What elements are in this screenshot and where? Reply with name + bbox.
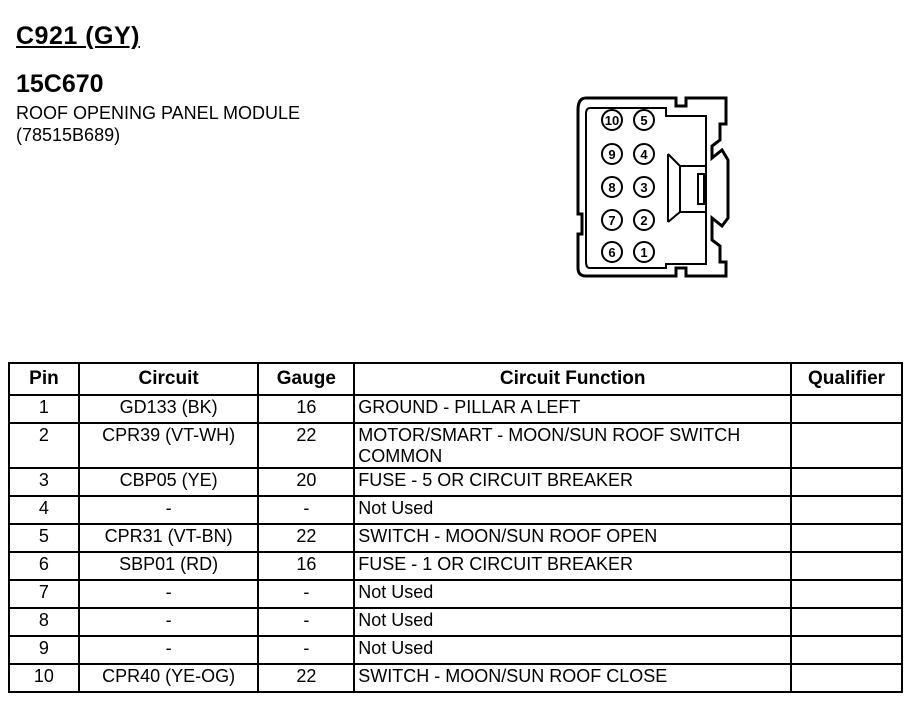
- connector-pin: [602, 210, 622, 230]
- table-row: [9, 664, 902, 692]
- circuit-cell: GD133 (BK): [79, 395, 259, 423]
- gauge-cell: -: [258, 496, 354, 524]
- gauge-cell: 16: [258, 552, 354, 580]
- connector-pin: [634, 242, 654, 262]
- pin-number-label: 10: [604, 113, 620, 128]
- part-number-title: 15C670: [16, 70, 104, 98]
- circuit-function-cell: FUSE - 5 OR CIRCUIT BREAKER: [354, 468, 791, 496]
- circuit-cell: CPR39 (VT-WH): [79, 423, 259, 468]
- qualifier-cell: [791, 664, 902, 692]
- connector-face-diagram: [574, 94, 730, 279]
- connector-pin: [602, 177, 622, 197]
- gauge-cell: 22: [258, 664, 354, 692]
- circuit-cell: -: [79, 580, 259, 608]
- pin-cell: 7: [9, 580, 79, 608]
- column-header-gauge: Gauge: [258, 363, 354, 395]
- circuit-function-cell: Not Used: [354, 580, 791, 608]
- connector-pin: [634, 210, 654, 230]
- table-row: [9, 552, 902, 580]
- gauge-cell: 16: [258, 395, 354, 423]
- column-header-circuit-function: Circuit Function: [354, 363, 791, 395]
- circuit-function-cell: SWITCH - MOON/SUN ROOF OPEN: [354, 524, 791, 552]
- qualifier-cell: [791, 636, 902, 664]
- pin-cell: 10: [9, 664, 79, 692]
- circuit-cell: SBP01 (RD): [79, 552, 259, 580]
- qualifier-cell: [791, 524, 902, 552]
- pin-cell: 6: [9, 552, 79, 580]
- table-row: [9, 496, 902, 524]
- circuit-function-cell: Not Used: [354, 496, 791, 524]
- qualifier-cell: [791, 468, 902, 496]
- connector-pin: [634, 110, 654, 130]
- pin-number-label: 9: [608, 147, 616, 162]
- gauge-cell: 22: [258, 423, 354, 468]
- pin-number-label: 4: [640, 147, 648, 162]
- gauge-cell: 22: [258, 524, 354, 552]
- pin-number-label: 6: [608, 245, 616, 260]
- table-row: [9, 423, 902, 468]
- circuit-cell: -: [79, 636, 259, 664]
- module-code: (78515B689): [16, 125, 121, 145]
- circuit-function-cell: Not Used: [354, 636, 791, 664]
- table-row: [9, 395, 902, 423]
- pin-number-label: 2: [640, 213, 648, 228]
- qualifier-cell: [791, 580, 902, 608]
- pin-cell: 8: [9, 608, 79, 636]
- circuit-cell: CBP05 (YE): [79, 468, 259, 496]
- connector-id-title: C921 (GY): [16, 22, 140, 50]
- pin-number-label: 8: [608, 180, 616, 195]
- pin-cell: 1: [9, 395, 79, 423]
- connector-pin: [602, 144, 622, 164]
- circuit-cell: -: [79, 608, 259, 636]
- qualifier-cell: [791, 608, 902, 636]
- circuit-function-cell: FUSE - 1 OR CIRCUIT BREAKER: [354, 552, 791, 580]
- column-header-qualifier: Qualifier: [791, 363, 902, 395]
- module-name: ROOF OPENING PANEL MODULE: [16, 103, 301, 123]
- connector-pin: [634, 144, 654, 164]
- qualifier-cell: [791, 496, 902, 524]
- pin-number-label: 7: [608, 213, 616, 228]
- circuit-function-cell: Not Used: [354, 608, 791, 636]
- circuit-function-cell: MOTOR/SMART - MOON/SUN ROOF SWITCH COMMON: [354, 423, 791, 468]
- circuit-cell: CPR31 (VT-BN): [79, 524, 259, 552]
- pinout-table: [8, 362, 903, 693]
- connector-pin: [602, 110, 622, 130]
- pin-cell: 5: [9, 524, 79, 552]
- table-row: [9, 468, 902, 496]
- circuit-function-cell: SWITCH - MOON/SUN ROOF CLOSE: [354, 664, 791, 692]
- table-header-row: [9, 363, 902, 395]
- connector-pin: [602, 242, 622, 262]
- pin-cell: 4: [9, 496, 79, 524]
- gauge-cell: 20: [258, 468, 354, 496]
- gauge-cell: -: [258, 580, 354, 608]
- table-row: [9, 636, 902, 664]
- table-row: [9, 524, 902, 552]
- qualifier-cell: [791, 552, 902, 580]
- table-row: [9, 608, 902, 636]
- pin-number-label: 1: [640, 245, 648, 260]
- circuit-function-cell: GROUND - PILLAR A LEFT: [354, 395, 791, 423]
- gauge-cell: -: [258, 608, 354, 636]
- connector-latch-inner: [698, 174, 704, 204]
- connector-latch: [680, 166, 706, 212]
- column-header-circuit: Circuit: [79, 363, 259, 395]
- pin-number-label: 3: [640, 180, 648, 195]
- module-description: [16, 102, 300, 146]
- pin-number-label: 5: [640, 113, 648, 128]
- circuit-cell: CPR40 (YE-OG): [79, 664, 259, 692]
- pin-cell: 9: [9, 636, 79, 664]
- pin-cell: 2: [9, 423, 79, 468]
- qualifier-cell: [791, 395, 902, 423]
- column-header-pin: Pin: [9, 363, 79, 395]
- connector-pin: [634, 177, 654, 197]
- qualifier-cell: [791, 423, 902, 468]
- circuit-cell: -: [79, 496, 259, 524]
- table-row: [9, 580, 902, 608]
- gauge-cell: -: [258, 636, 354, 664]
- pin-cell: 3: [9, 468, 79, 496]
